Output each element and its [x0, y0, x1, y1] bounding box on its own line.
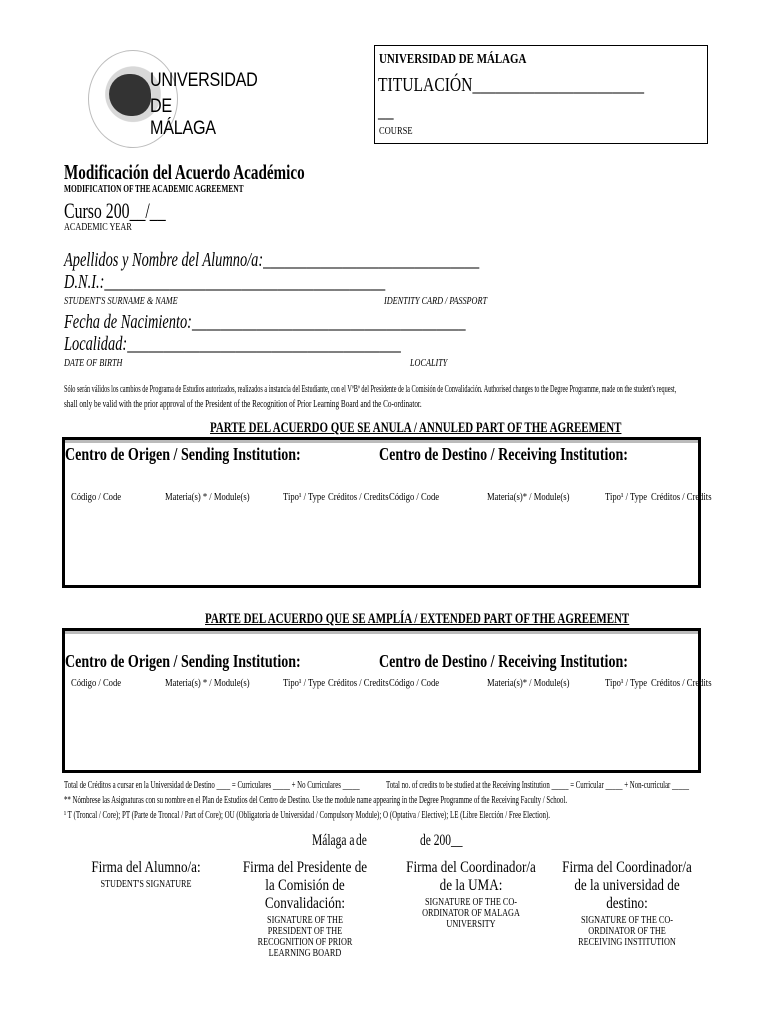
- place-de-1: de: [356, 832, 367, 849]
- extended-receiving-heading: Centro de Destino / Receiving Institution:: [379, 651, 628, 671]
- total-credits-es: Total de Créditos a cursar en la Universidad de Destino ____ = Curriculares _____ + No Curriculares _____: [64, 779, 360, 791]
- col-code: Código / Code: [389, 677, 440, 689]
- extended-table[interactable]: [62, 628, 712, 773]
- place-city: Málaga a: [312, 832, 355, 849]
- titulacion-field[interactable]: TITULACIÓN______________________: [378, 74, 645, 96]
- col-credits: Créditos / Credits: [328, 677, 389, 689]
- logo-line-1: UNIVERSIDAD: [150, 70, 258, 91]
- col-module: Materia(s) * / Module(s): [165, 677, 250, 689]
- col-type: Tipo¹ / Type: [283, 677, 326, 689]
- university-name: UNIVERSIDAD DE MÁLAGA: [379, 52, 527, 67]
- signature-subtitle: SIGNATURE OF THE PRESIDENT OF THE RECOGNITION OF PRIOR LEARNING BOARD: [257, 915, 353, 959]
- signature-destination-coordinator[interactable]: [544, 859, 710, 948]
- footnote-modules: ** Nómbrese las Asignaturas con su nombre en el Plan de Estudios del Centro de Destino. Use the module name appearing in the Degree Programme of the Receiving Faculty / School.: [64, 794, 568, 806]
- birth-date-label: DATE OF BIRTH: [64, 358, 123, 369]
- signature-title: Firma del Presidente de la Comisión de Convalidación:: [242, 859, 368, 912]
- col-code: Código / Code: [71, 491, 122, 503]
- footnote-types: ¹ T (Troncal / Core); PT (Parte de Troncal / Part of Core); OU (Obligatoria de Universidad / Compulsory Module); O (Optativa / Elective); LE (Libre Elección / Free Election).: [64, 809, 551, 821]
- col-code: Código / Code: [389, 491, 440, 503]
- course-label: COURSE: [379, 126, 413, 137]
- notice-line-1: Sólo serán válidos los cambios de Programa de Estudios autorizados, realizados a instancia del Estudiante, con el VºBº del Presidente de la Comisión de Convalidación. Authorised changes to the Degree Programme, made on the student's request,: [64, 384, 677, 395]
- signature-president[interactable]: [222, 859, 388, 959]
- extended-sending-heading: Centro de Origen / Sending Institution:: [65, 651, 301, 671]
- locality-label: LOCALITY: [410, 358, 448, 369]
- signature-title: Firma del Coordinador/a de la universidad de destino:: [562, 859, 692, 912]
- col-credits: Créditos / Credits: [328, 491, 389, 503]
- col-module: Materia(s) * / Module(s): [165, 491, 250, 503]
- annulled-sending-heading: Centro de Origen / Sending Institution:: [65, 444, 301, 464]
- academic-year-label: ACADEMIC YEAR: [64, 222, 132, 233]
- col-type: Tipo¹ / Type: [283, 491, 326, 503]
- academic-year-field[interactable]: Curso 200__/__: [64, 198, 166, 223]
- place-de-2: de 200__: [420, 832, 463, 849]
- document-title: Modificación del Acuerdo Académico: [64, 160, 305, 184]
- col-module: Materia(s)* / Module(s): [487, 677, 570, 689]
- signature-uma-coordinator[interactable]: [388, 859, 554, 930]
- birth-date-field[interactable]: Fecha de Nacimiento:______________________________________: [64, 311, 466, 333]
- logo-line-2: DE MÁLAGA: [150, 96, 216, 139]
- bird-emblem-icon: [109, 74, 151, 116]
- titulacion-field-cont: __: [378, 100, 394, 122]
- titulacion-box: [374, 45, 708, 144]
- annulled-heading: PARTE DEL ACUERDO QUE SE ANULA / ANNULED PART OF THE AGREEMENT: [210, 420, 622, 436]
- signature-subtitle: SIGNATURE OF THE CO-ORDINATOR OF MALAGA UNIVERSITY: [422, 897, 520, 930]
- dni-label: IDENTITY CARD / PASSPORT: [384, 296, 488, 307]
- annulled-receiving-heading: Centro de Destino / Receiving Institution:: [379, 444, 628, 464]
- col-module: Materia(s)* / Module(s): [487, 491, 570, 503]
- col-type: Tipo¹ / Type: [605, 677, 648, 689]
- student-name-label: STUDENT'S SURNAME & NAME: [64, 296, 178, 307]
- col-type: Tipo¹ / Type: [605, 491, 648, 503]
- notice-line-2: shall only be valid with the prior approval of the President of the Recognition of Prior Learning Board and the Co-ordinator.: [64, 399, 422, 410]
- signature-subtitle: SIGNATURE OF THE CO-ORDINATOR OF THE RECEIVING INSTITUTION: [578, 915, 676, 948]
- student-name-field[interactable]: Apellidos y Nombre del Alumno/a:______________________________: [64, 249, 480, 271]
- col-credits: Créditos / Credits: [651, 491, 712, 503]
- locality-field[interactable]: Localidad:______________________________________: [64, 333, 401, 355]
- extended-heading: PARTE DEL ACUERDO QUE SE AMPLÍA / EXTENDED PART OF THE AGREEMENT: [205, 611, 630, 627]
- annulled-table[interactable]: [62, 437, 712, 588]
- signature-subtitle: STUDENT'S SIGNATURE: [100, 879, 192, 890]
- signature-student[interactable]: [76, 859, 216, 890]
- dni-field[interactable]: D.N.I.:_______________________________________: [64, 271, 386, 293]
- signature-title: Firma del Alumno/a:: [91, 859, 201, 876]
- university-logo: [62, 44, 258, 148]
- signature-title: Firma del Coordinador/a de la UMA:: [406, 859, 536, 894]
- document-subtitle: MODIFICATION OF THE ACADEMIC AGREEMENT: [64, 184, 244, 195]
- total-credits-en: Total no. of credits to be studied at the Receiving Institution _____ = Curricular _____ + Non-curricular _____: [386, 779, 690, 791]
- col-code: Código / Code: [71, 677, 122, 689]
- col-credits: Créditos / Credits: [651, 677, 712, 689]
